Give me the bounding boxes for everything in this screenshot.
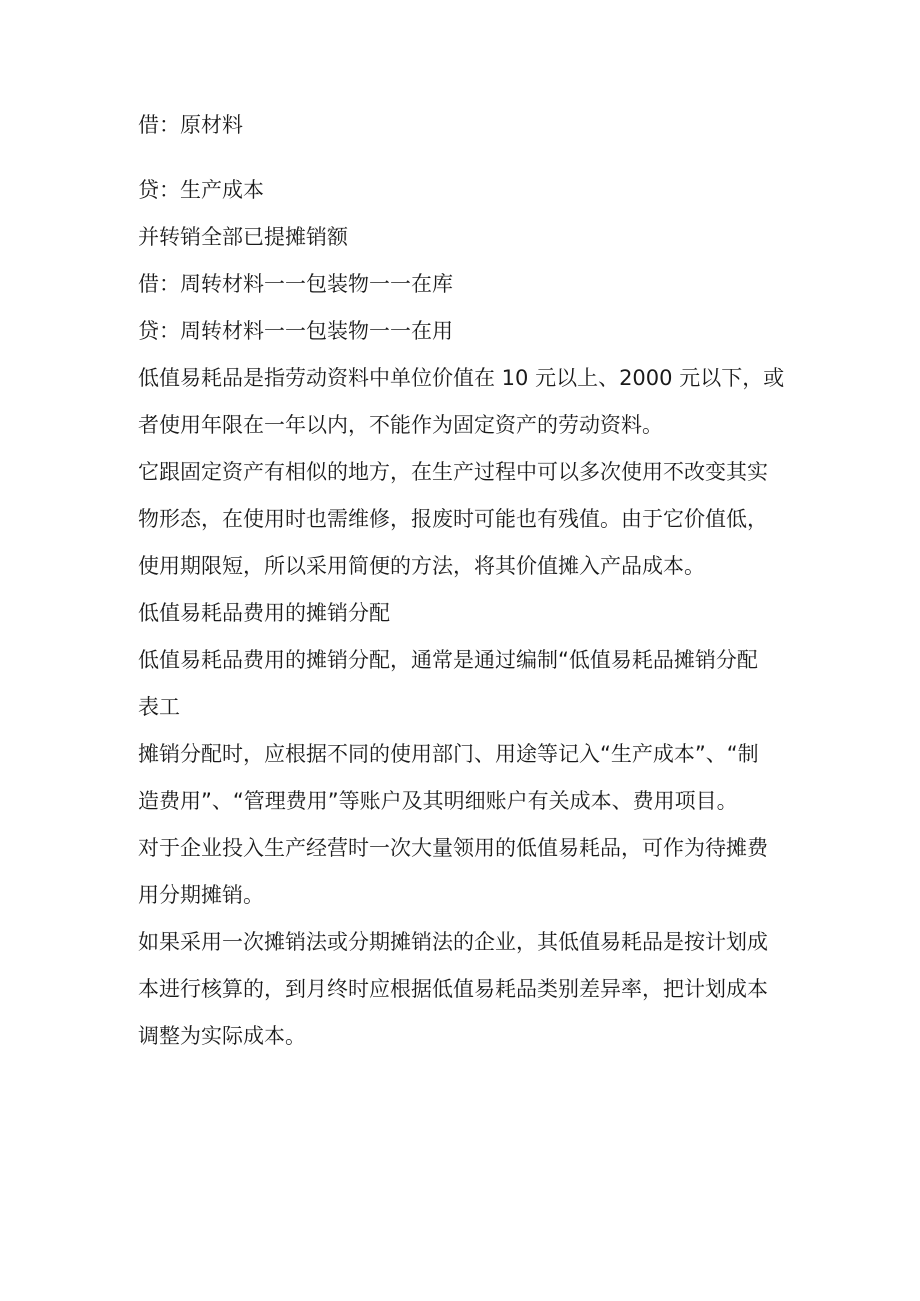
- paragraph-definition: [138, 359, 788, 444]
- paragraph-line: 使用期限短，所以采用简便的方法，将其价值摊入产品成本。: [138, 554, 705, 578]
- paragraph-line: 物形态，在使用时也需维修，报废时可能也有残值。由于它价值低，: [138, 507, 768, 531]
- entry-debit-raw-materials: 借：原材料: [138, 113, 243, 137]
- paragraph-line: 低值易耗品费用的摊销分配，通常是通过编制“低值易耗品摊销分配: [138, 648, 758, 672]
- entry-credit-production-cost: 贷：生产成本: [138, 178, 264, 202]
- entry-credit-packaging-in-use: 贷：周转材料一一包装物一一在用: [138, 319, 453, 343]
- paragraph-line: 对于企业投入生产经营时一次大量领用的低值易耗品，可作为待摊费: [138, 836, 768, 860]
- paragraph-comparison: [138, 453, 788, 585]
- entry-debit-packaging-in-stock: 借：周转材料一一包装物一一在库: [138, 272, 453, 296]
- paragraph-planned-cost: [138, 923, 788, 1055]
- paragraph-line: 摊销分配时，应根据不同的使用部门、用途等记入“生产成本”、“制: [138, 742, 759, 766]
- heading-line: 低值易耗品费用的摊销分配: [138, 601, 390, 625]
- paragraph-line: 本进行核算的，到月终时应根据低值易耗品类别差异率，把计划成本: [138, 977, 768, 1001]
- paragraph-line: 如果采用一次摊销法或分期摊销法的企业，其低值易耗品是按计划成: [138, 930, 768, 954]
- paragraph-allocation-table: [138, 641, 788, 726]
- entry-write-off-note: 并转销全部已提摊销额: [138, 225, 348, 249]
- paragraph-line: 表工: [138, 695, 180, 719]
- paragraph-line: 低值易耗品是指劳动资料中单位价值在 10 元以上、2000 元以下，或: [138, 366, 785, 390]
- section-heading: [138, 594, 788, 632]
- paragraph-bulk-use: [138, 829, 788, 914]
- paragraph-line: 调整为实际成本。: [138, 1024, 306, 1048]
- paragraph-line: 它跟固定资产有相似的地方，在生产过程中可以多次使用不改变其实: [138, 460, 768, 484]
- paragraph-accounts: [138, 735, 788, 820]
- paragraph-line: 造费用”、“管理费用”等账户及其明细账户有关成本、费用项目。: [138, 789, 738, 813]
- paragraph-line: 用分期摊销。: [138, 883, 264, 907]
- paragraph-line: 者使用年限在一年以内，不能作为固定资产的劳动资料。: [138, 413, 663, 437]
- document-body: [138, 106, 788, 1064]
